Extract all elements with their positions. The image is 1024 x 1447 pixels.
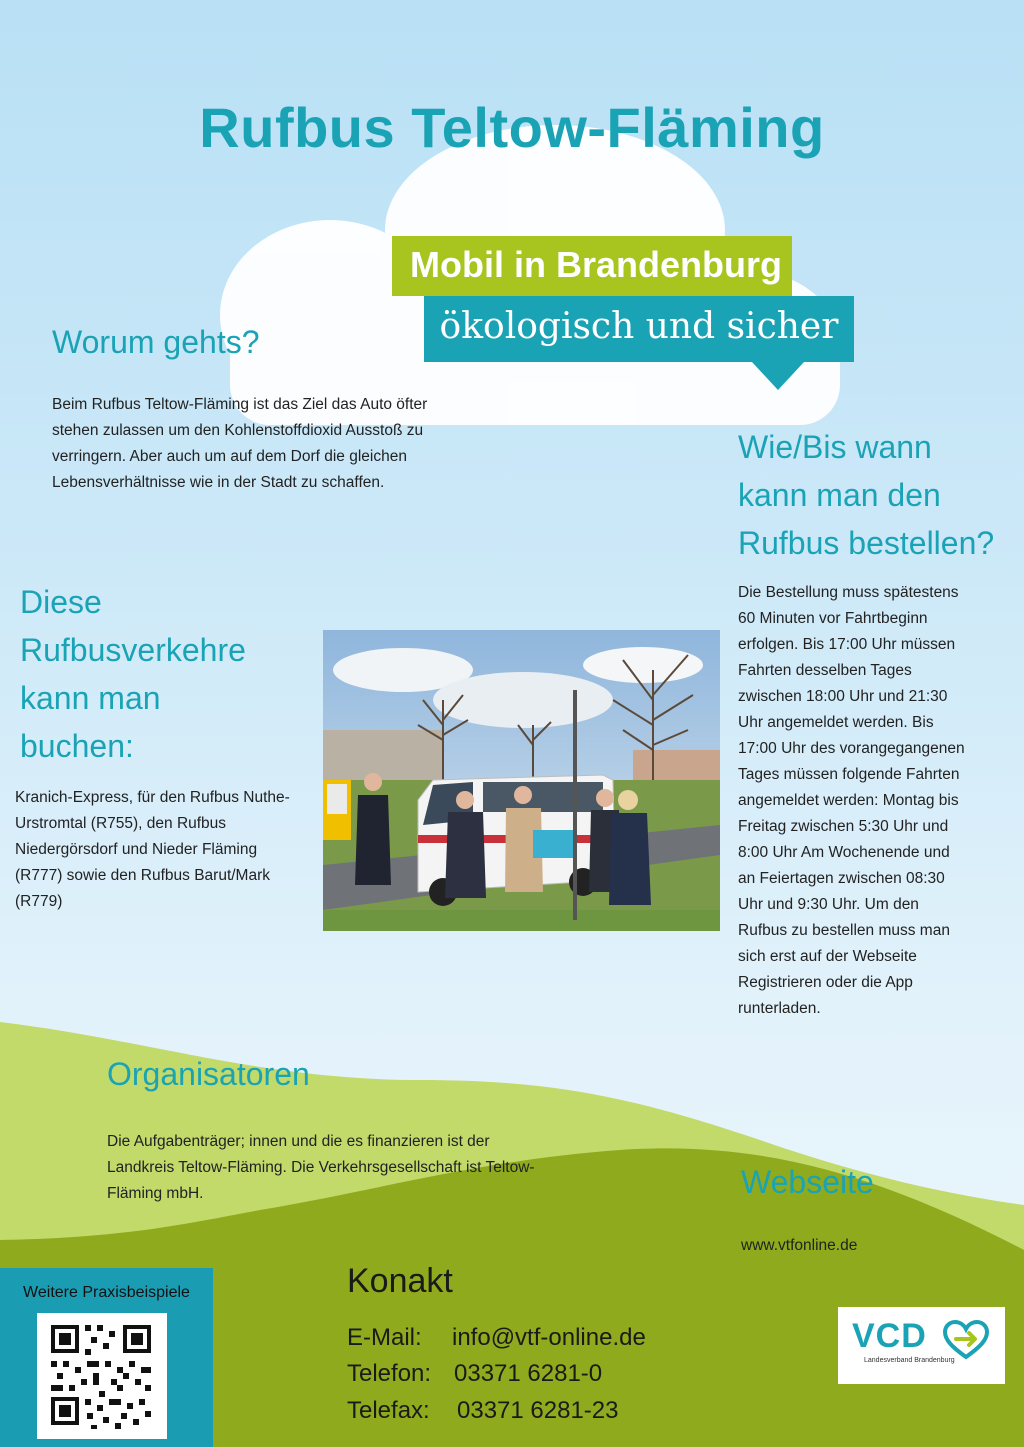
- bestellen-line: erfolgen. Bis 17:00 Uhr müssen: [738, 636, 956, 653]
- contact-email-label: E-Mail:: [347, 1324, 422, 1351]
- organisatoren-heading: Organisatoren: [107, 1056, 310, 1092]
- bestellen-line: Die Bestellung muss spätestens: [738, 584, 959, 601]
- verkehre-line: Niedergörsdorf und Nieder Fläming: [15, 841, 258, 858]
- bestellen-line: angemeldet werden: Montag bis: [738, 792, 959, 809]
- bestellen-heading-line: Rufbus bestellen?: [738, 525, 995, 561]
- verkehre-text: [15, 785, 315, 915]
- verkehre-heading-line: kann man: [20, 680, 161, 716]
- vcd-logo-text: VCD: [852, 1317, 927, 1355]
- heart-arrow-icon: [942, 1319, 990, 1361]
- organisatoren-line: Landkreis Teltow-Fläming. Die Verkehrsgesellschaft ist Teltow-: [107, 1159, 535, 1176]
- bestellen-line: Uhr angemeldet werden. Bis: [738, 714, 934, 731]
- bestellen-line: 8:00 Uhr Am Wochenende und: [738, 844, 950, 861]
- verkehre-line: (R777) sowie den Rufbus Barut/Mark: [15, 867, 271, 884]
- slogan-oekologisch-badge: ökologisch und sicher: [424, 296, 854, 362]
- rufbus-photo: [323, 630, 720, 931]
- bestellen-line: Rufbus zu bestellen muss man: [738, 922, 950, 939]
- bestellen-line: 60 Minuten vor Fahrtbeginn: [738, 610, 928, 627]
- worum-line: stehen zulassen um den Kohlenstoffdioxid Ausstoß zu: [52, 422, 424, 439]
- verkehre-heading: [20, 578, 246, 770]
- bestellen-line: sich erst auf der Webseite: [738, 948, 917, 965]
- vcd-logo: [838, 1307, 1005, 1384]
- qr-code-icon: [37, 1313, 167, 1439]
- slogan-mobil-badge: Mobil in Brandenburg: [392, 236, 792, 296]
- verkehre-line: Urstromtal (R755), den Rufbus: [15, 815, 227, 832]
- bestellen-line: Freitag zwischen 5:30 Uhr und: [738, 818, 949, 835]
- vcd-logo-subtext: Landesverband Brandenburg: [864, 1357, 955, 1364]
- organisatoren-line: Die Aufgabenträger; innen und die es finanzieren ist der: [107, 1133, 490, 1150]
- worum-line: verringern. Aber auch um auf dem Dorf die gleichen: [52, 448, 407, 465]
- bestellen-line: zwischen 18:00 Uhr und 21:30: [738, 688, 948, 705]
- worum-line: Lebensverhältnisse wie in der Stadt zu schaffen.: [52, 474, 385, 491]
- webseite-url-link[interactable]: www.vtfonline.de: [741, 1237, 858, 1254]
- bestellen-line: an Feiertagen zwischen 08:30: [738, 870, 945, 887]
- bestellen-line: Tages müssen folgende Fahrten: [738, 766, 960, 783]
- contact-email-link[interactable]: info@vtf-online.de: [452, 1324, 646, 1351]
- bestellen-heading-line: Wie/Bis wann: [738, 429, 932, 465]
- worum-text: [52, 392, 482, 496]
- qr-code-frame[interactable]: [37, 1313, 167, 1439]
- bestellen-line: 17:00 Uhr des vorangegangenen: [738, 740, 965, 757]
- contact-phone-label: Telefon:: [347, 1360, 432, 1387]
- contact-fax-value: 03371 6281-23: [457, 1397, 619, 1424]
- praxis-label: Weitere Praxisbeispiele: [23, 1284, 190, 1301]
- verkehre-heading-line: Diese: [20, 584, 102, 620]
- verkehre-heading-line: buchen:: [20, 728, 134, 764]
- contact-title: Konakt: [347, 1262, 453, 1300]
- page-title: Rufbus Teltow-Fläming: [199, 96, 825, 159]
- bestellen-line: Uhr und 9:30 Uhr. Um den: [738, 896, 919, 913]
- worum-heading: Worum gehts?: [52, 324, 260, 360]
- bestellen-line: runterladen.: [738, 1000, 821, 1017]
- verkehre-heading-line: Rufbusverkehre: [20, 632, 246, 668]
- organisatoren-text: [107, 1129, 607, 1207]
- bestellen-line: Fahrten desselben Tages: [738, 662, 912, 679]
- verkehre-line: (R779): [15, 893, 63, 910]
- worum-line: Beim Rufbus Teltow-Fläming ist das Ziel das Auto öfter: [52, 396, 428, 413]
- organisatoren-line: Fläming mbH.: [107, 1185, 204, 1202]
- bestellen-text: [738, 580, 1008, 1022]
- contact-fax-label: Telefax:: [347, 1397, 430, 1424]
- contact-phone-value[interactable]: 03371 6281-0: [454, 1360, 603, 1387]
- bestellen-heading-line: kann man den: [738, 477, 941, 513]
- webseite-heading: Webseite: [741, 1164, 874, 1200]
- verkehre-line: Kranich-Express, für den Rufbus Nuthe-: [15, 789, 290, 806]
- bestellen-heading: [738, 423, 994, 567]
- bestellen-line: Registrieren oder die App: [738, 974, 913, 991]
